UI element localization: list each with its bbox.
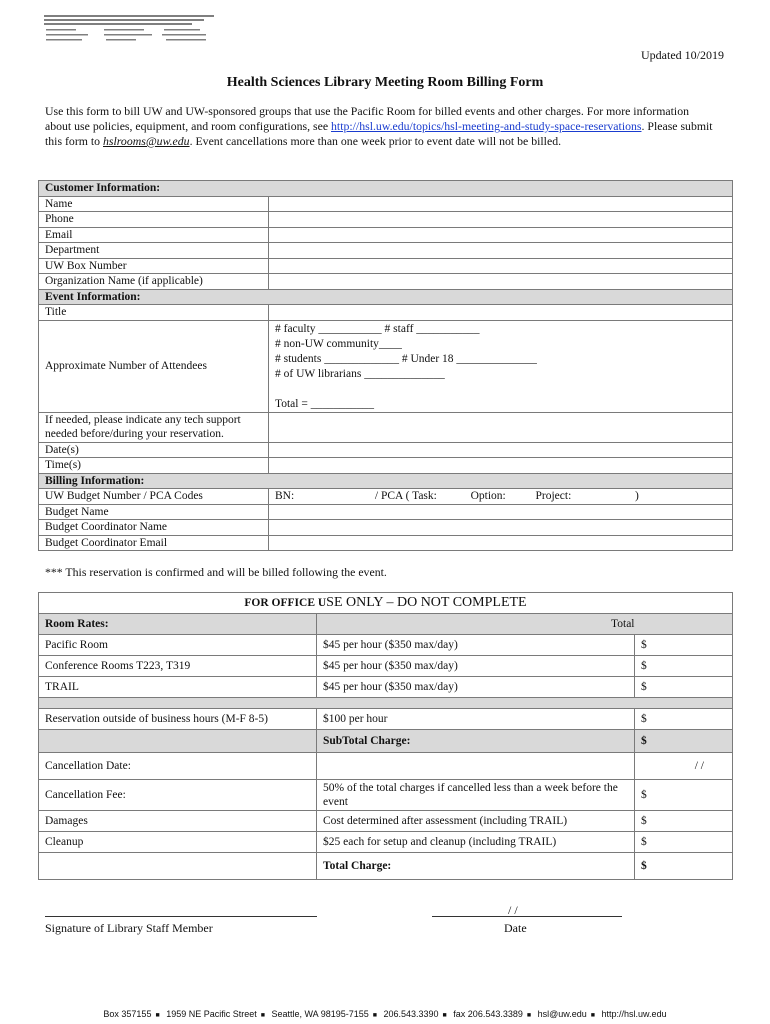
office-heading-a: FOR OFFICE U bbox=[244, 597, 327, 609]
signature-label: Signature of Library Staff Member bbox=[45, 921, 213, 935]
email-label: Email bbox=[39, 227, 269, 243]
footer bbox=[0, 1009, 770, 1019]
total-heading: Total bbox=[317, 614, 635, 635]
intro-text-1: Use this form to bill UW and UW-sponsored groups that use the Pacific Room for billed events and other charges. For more information about use policies, equipment, and room configurations, see bbox=[45, 104, 690, 133]
bullet-icon: ■ bbox=[442, 1012, 447, 1019]
bullet-icon: ■ bbox=[260, 1012, 265, 1019]
rate-row-rate: $45 per hour ($350 max/day) bbox=[317, 635, 635, 656]
coord-name-field[interactable] bbox=[269, 520, 733, 536]
org-label: Organization Name (if applicable) bbox=[39, 274, 269, 290]
tech-label: If needed, please indicate any tech support needed before/during your reservation. bbox=[39, 412, 269, 442]
email-field[interactable] bbox=[269, 227, 733, 243]
title-field[interactable] bbox=[269, 305, 733, 321]
office-heading-b: SE ONLY – DO NOT COMPLETE bbox=[326, 595, 527, 610]
damages-amount[interactable]: $ bbox=[635, 811, 733, 832]
bullet-icon: ■ bbox=[526, 1012, 532, 1019]
bullet-icon: ■ bbox=[155, 1012, 160, 1019]
date-slashes: / / bbox=[508, 903, 518, 917]
dates-field[interactable] bbox=[269, 442, 733, 458]
dates-label: Date(s) bbox=[39, 442, 269, 458]
coord-name-label: Budget Coordinator Name bbox=[39, 520, 269, 536]
option-label: Option: bbox=[470, 490, 506, 503]
pca-close: ) bbox=[635, 490, 639, 503]
name-field[interactable] bbox=[269, 196, 733, 212]
org-field[interactable] bbox=[269, 274, 733, 290]
intro-text-2: . Please submit this form to bbox=[45, 119, 713, 148]
coord-email-field[interactable] bbox=[269, 535, 733, 551]
office-heading bbox=[39, 593, 733, 614]
rate-row-name: TRAIL bbox=[39, 677, 317, 698]
rate-row-amount[interactable]: $ bbox=[635, 677, 733, 698]
tech-field[interactable] bbox=[269, 412, 733, 442]
billing-heading: Billing Information: bbox=[39, 473, 733, 489]
intro-paragraph bbox=[45, 104, 713, 149]
spacer-row bbox=[39, 698, 733, 709]
after-hours-amount[interactable]: $ bbox=[635, 709, 733, 730]
footer-fax: fax 206.543.3389 bbox=[453, 1009, 523, 1019]
page-title: Health Sciences Library Meeting Room Billing Form bbox=[226, 75, 544, 90]
subtotal-label: SubTotal Charge: bbox=[317, 730, 635, 753]
total-charge-label: Total Charge: bbox=[317, 853, 635, 880]
attendees-total: Total = ___________ bbox=[275, 397, 374, 410]
budget-number-field[interactable] bbox=[269, 489, 733, 505]
budget-name-field[interactable] bbox=[269, 504, 733, 520]
library-logo bbox=[44, 14, 216, 44]
cleanup-desc: $25 each for setup and cleanup (including TRAIL) bbox=[317, 832, 635, 853]
date-label: Date bbox=[504, 921, 527, 935]
signature-line[interactable] bbox=[45, 916, 317, 917]
meeting-space-link[interactable]: http://hsl.uw.edu/topics/hsl-meeting-and-study-space-reservations bbox=[331, 119, 642, 133]
attendees-spacer bbox=[275, 382, 726, 397]
attendees-field[interactable] bbox=[269, 320, 733, 412]
phone-label: Phone bbox=[39, 212, 269, 228]
intro-text-3: . Event cancellations more than one week prior to event date will not be billed. bbox=[189, 134, 562, 148]
attendees-line: # students _____________ # Under 18 ______________ bbox=[275, 352, 537, 365]
budget-name-label: Budget Name bbox=[39, 504, 269, 520]
office-use-table bbox=[38, 592, 733, 880]
rate-row-name: Pacific Room bbox=[39, 635, 317, 656]
cancel-fee-label: Cancellation Fee: bbox=[39, 780, 317, 811]
footer-city: Seattle, WA 98195-7155 bbox=[271, 1009, 369, 1019]
department-label: Department bbox=[39, 243, 269, 259]
name-label: Name bbox=[39, 196, 269, 212]
subtotal-amount[interactable]: $ bbox=[635, 730, 733, 753]
phone-field[interactable] bbox=[269, 212, 733, 228]
cancel-fee-amount[interactable]: $ bbox=[635, 780, 733, 811]
title-label: Title bbox=[39, 305, 269, 321]
damages-desc: Cost determined after assessment (including TRAIL) bbox=[317, 811, 635, 832]
rate-row-amount[interactable]: $ bbox=[635, 635, 733, 656]
attendees-line: # faculty ___________ # staff ___________ bbox=[275, 322, 480, 335]
room-rates-heading: Room Rates: bbox=[39, 614, 317, 635]
customer-heading: Customer Information: bbox=[39, 181, 733, 197]
bn-label: BN: bbox=[275, 490, 295, 503]
cancel-date-label: Cancellation Date: bbox=[39, 753, 317, 780]
email-link[interactable]: hslrooms@uw.edu bbox=[103, 134, 190, 148]
subtotal-spacer bbox=[39, 730, 317, 753]
project-label: Project: bbox=[535, 490, 572, 503]
cleanup-label: Cleanup bbox=[39, 832, 317, 853]
attendees-line: # of UW librarians ______________ bbox=[275, 367, 445, 380]
cancel-date-field[interactable]: / / bbox=[635, 753, 733, 780]
footer-street: 1959 NE Pacific Street bbox=[166, 1009, 257, 1019]
footer-phone: 206.543.3390 bbox=[383, 1009, 439, 1019]
rate-row-name: Conference Rooms T223, T319 bbox=[39, 656, 317, 677]
footer-box: Box 357155 bbox=[103, 1009, 152, 1019]
updated-date: Updated 10/2019 bbox=[641, 48, 724, 62]
times-label: Time(s) bbox=[39, 458, 269, 474]
pca-label: / PCA ( Task: bbox=[374, 490, 437, 503]
times-field[interactable] bbox=[269, 458, 733, 474]
after-hours-label: Reservation outside of business hours (M-F 8-5) bbox=[39, 709, 317, 730]
department-field[interactable] bbox=[269, 243, 733, 259]
after-hours-rate: $100 per hour bbox=[317, 709, 635, 730]
cleanup-amount[interactable]: $ bbox=[635, 832, 733, 853]
damages-label: Damages bbox=[39, 811, 317, 832]
request-form-table bbox=[38, 180, 733, 551]
cancel-date-blank bbox=[317, 753, 635, 780]
attendees-line: # non-UW community____ bbox=[275, 337, 402, 350]
date-line[interactable] bbox=[432, 916, 622, 917]
bullet-icon: ■ bbox=[590, 1012, 596, 1019]
total-spacer bbox=[39, 853, 317, 880]
event-heading: Event Information: bbox=[39, 289, 733, 305]
box-field[interactable] bbox=[269, 258, 733, 274]
budget-number-label: UW Budget Number / PCA Codes bbox=[39, 489, 269, 505]
rate-row-rate: $45 per hour ($350 max/day) bbox=[317, 677, 635, 698]
attendees-label: Approximate Number of Attendees bbox=[39, 320, 269, 412]
rate-row-rate: $45 per hour ($350 max/day) bbox=[317, 656, 635, 677]
box-label: UW Box Number bbox=[39, 258, 269, 274]
coord-email-label: Budget Coordinator Email bbox=[39, 535, 269, 551]
bullet-icon: ■ bbox=[372, 1012, 377, 1019]
cancel-fee-desc: 50% of the total charges if cancelled less than a week before the event bbox=[317, 780, 635, 811]
rate-row-amount[interactable]: $ bbox=[635, 656, 733, 677]
confirm-note: *** This reservation is confirmed and will be billed following the event. bbox=[45, 565, 387, 579]
total-charge-amount[interactable]: $ bbox=[635, 853, 733, 880]
footer-email[interactable]: hsl@uw.edu bbox=[537, 1009, 587, 1019]
footer-website[interactable]: http://hsl.uw.edu bbox=[601, 1009, 667, 1019]
